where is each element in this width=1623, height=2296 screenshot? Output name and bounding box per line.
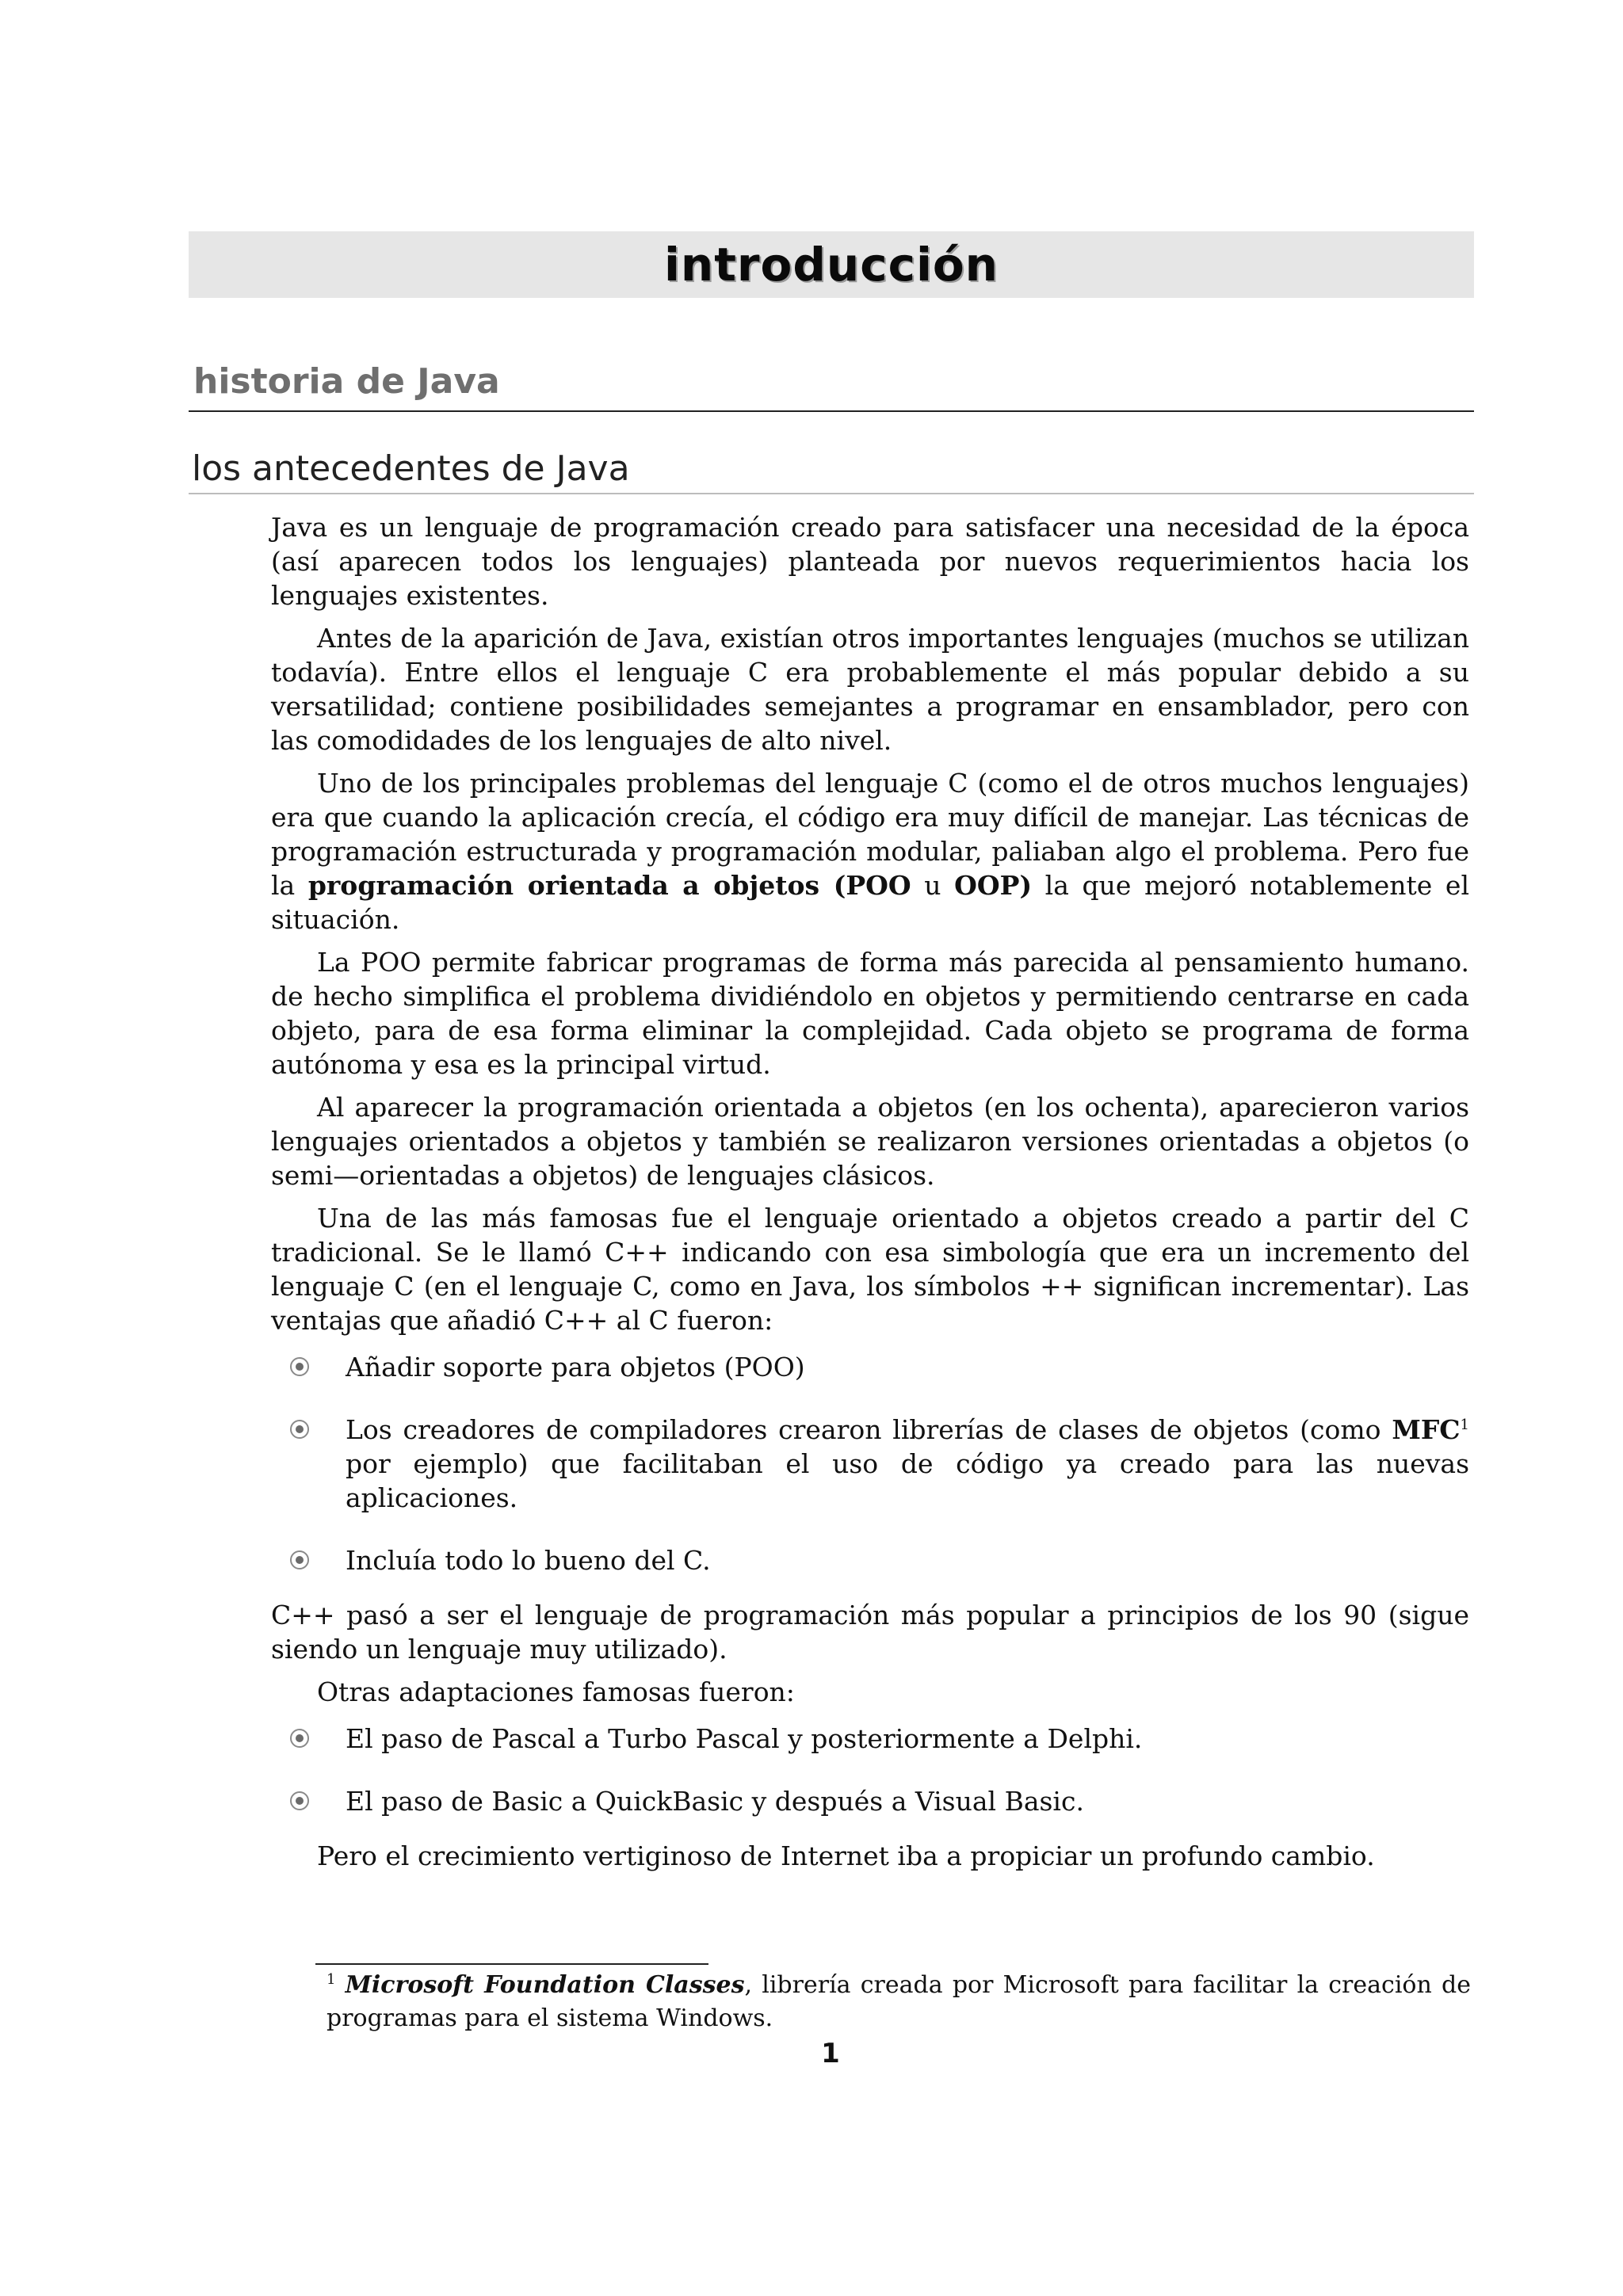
list-item-text: El paso de Basic a QuickBasic y después a Visual Basic. — [346, 1786, 1084, 1817]
cpp-advantages-list — [271, 1350, 1469, 1577]
list-item — [271, 1350, 1469, 1384]
body-text — [271, 510, 1469, 1882]
paragraph-7: C++ pasó a ser el lenguaje de programación más popular a principios de los 90 (sigue siendo un lenguaje muy utilizado). — [271, 1600, 1469, 1665]
paragraph-3 — [271, 766, 1469, 936]
paragraph-9: Pero el crecimiento vertiginoso de Internet iba a propiciar un profundo cambio. — [317, 1840, 1375, 1871]
paragraph-5: Al aparecer la programación orientada a objetos (en los ochenta), aparecieron varios lenguajes orientados a objetos y también se realizaron versiones orientadas a objetos (o semi—orientadas a objetos) de lenguajes clásicos. — [271, 1092, 1469, 1191]
list-item — [271, 1413, 1469, 1515]
list-item — [271, 1722, 1469, 1756]
oop-term: OOP) — [954, 870, 1033, 901]
paragraph-6: Una de las más famosas fue el lenguaje orientado a objetos creado a partir del C tradicional. Se le llamó C++ indicando con esa simbología que era un incremento del lenguaje C (en el lenguaje C, como en Java, los símbolos ++ significan incrementar). Las ventajas que añadió C++ al C fueron: — [271, 1203, 1469, 1336]
paragraph-3-text-a: Uno de los principales problemas del lenguaje C (como el de otros muchos lenguajes) era que cuando la aplicación crecía, el código era muy difícil de manejar. Las técnicas de programación estructurada y programación modular, paliaban algo el problema. Pero fue la — [271, 768, 1469, 901]
footnote-ref: 1 — [1460, 1417, 1469, 1433]
chapter-banner — [189, 231, 1474, 298]
subsection-rule — [189, 493, 1474, 494]
paragraph-1: Java es un lenguaje de programación creado para satisfacer una necesidad de la época (así aparecen todos los lenguajes) planteada por nuevos requerimientos hacia los lenguajes existentes. — [271, 512, 1469, 611]
footnote-text: , librería creada por Microsoft para facilitar la creación de programas para el sistema Windows. — [327, 1971, 1471, 2032]
subsection-title: los antecedentes de Java — [192, 448, 630, 489]
footnote — [327, 1969, 1471, 2035]
list-item-text: Añadir soporte para objetos (POO) — [346, 1352, 805, 1383]
adaptations-list — [271, 1722, 1469, 1818]
footnote-term: Microsoft Foundation Classes — [345, 1971, 745, 1999]
list-item-text-a: Los creadores de compiladores crearon librerías de clases de objetos (como — [346, 1414, 1392, 1445]
circled-dot-bullet-icon — [290, 1550, 309, 1569]
paragraph-4: La POO permite fabricar programas de forma más parecida al pensamiento humano. de hecho simplifica el problema dividiéndolo en objetos y permitiendo centrarse en cada objeto, para de esa forma eliminar la complejidad. Cada objeto se programa de forma autónoma y esa es la principal virtud. — [271, 947, 1469, 1080]
circled-dot-bullet-icon — [290, 1357, 309, 1376]
list-item — [271, 1543, 1469, 1577]
circled-dot-bullet-icon — [290, 1729, 309, 1748]
list-item-text: Incluía todo lo bueno del C. — [346, 1545, 711, 1576]
section-rule — [189, 410, 1474, 412]
list-item-text-b: por ejemplo) que facilitaban el uso de código ya creado para las nuevas aplicaciones. — [346, 1448, 1469, 1513]
paragraph-3-text-c: la que mejoró notablemente el situación. — [271, 870, 1469, 935]
circled-dot-bullet-icon — [290, 1420, 309, 1439]
page-number: 1 — [821, 2038, 840, 2069]
footnote-marker: 1 — [327, 1971, 336, 1988]
circled-dot-bullet-icon — [290, 1791, 309, 1810]
paragraph-2: Antes de la aparición de Java, existían otros importantes lenguajes (muchos se utilizan todavía). Entre ellos el lenguaje C era probablemente el más popular debido a su versatilidad; contiene posibilidades semejantes a programar en ensamblador, pero con las comodidades de los lenguajes de alto nivel. — [271, 623, 1469, 756]
list-item-text: El paso de Pascal a Turbo Pascal y posteriormente a Delphi. — [346, 1723, 1143, 1754]
paragraph-8: Otras adaptaciones famosas fueron: — [317, 1676, 795, 1707]
chapter-title: introducción — [664, 238, 999, 292]
list-item — [271, 1784, 1469, 1818]
footnote-rule — [315, 1963, 708, 1965]
paragraph-3-text-b: u — [911, 870, 955, 901]
section-title: historia de Java — [193, 361, 500, 402]
poo-term: programación orientada a objetos (POO — [307, 870, 911, 901]
mfc-term: MFC — [1392, 1414, 1461, 1445]
